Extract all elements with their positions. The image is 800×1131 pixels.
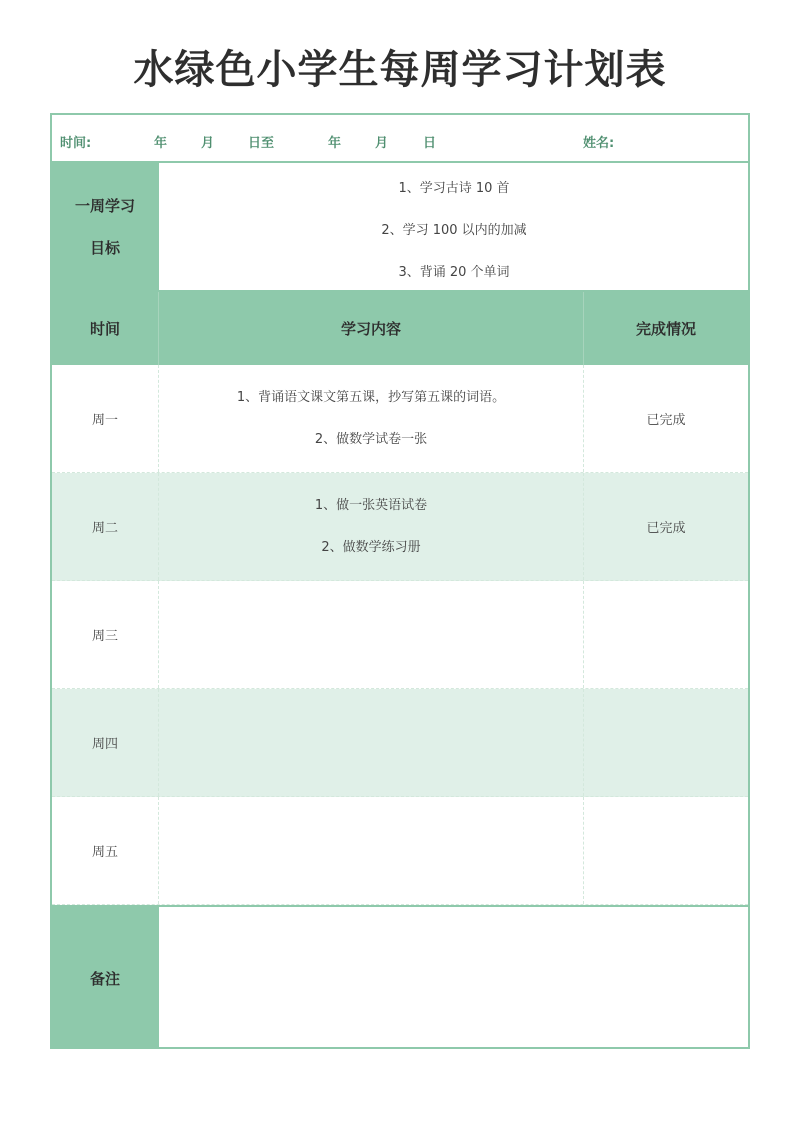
goal-item: 1、学习古诗 10 首	[398, 181, 510, 196]
table-row	[52, 473, 748, 581]
content-cell[interactable]	[158, 797, 583, 904]
weekly-goal-label-line1: 一周学习	[74, 196, 135, 215]
content-line: 2、做数学练习册	[321, 539, 421, 555]
day-cell: 周三	[91, 629, 118, 644]
weekly-goal-label	[52, 163, 158, 290]
status-cell[interactable]: 已完成	[583, 365, 748, 472]
table-row	[52, 581, 748, 689]
year-label-end: 年	[328, 136, 342, 151]
day-cell: 周一	[91, 413, 118, 428]
content-cell[interactable]	[158, 581, 583, 688]
table-header	[52, 290, 748, 365]
month-label-end: 月	[375, 136, 389, 151]
weekly-goal-list	[158, 163, 748, 290]
status-cell[interactable]	[583, 797, 748, 904]
plan-sheet	[50, 113, 750, 1049]
month-label-start: 月	[201, 136, 215, 151]
column-header-content: 学习内容	[158, 292, 583, 365]
table-row	[52, 689, 748, 797]
name-label: 姓名:	[583, 136, 615, 151]
page-title: 水绿色小学生每周学习计划表	[133, 47, 667, 93]
day-label-end: 日	[423, 136, 437, 151]
notes-section	[52, 905, 748, 1047]
day-cell: 周四	[91, 737, 118, 752]
notes-area[interactable]	[158, 907, 748, 1049]
goal-item: 3、背诵 20 个单词	[398, 265, 510, 280]
content-line: 1、背诵语文课文第五课，抄写第五课的词语。	[236, 389, 506, 405]
year-label-start: 年	[154, 136, 168, 151]
content-cell[interactable]	[158, 689, 583, 796]
column-header-status: 完成情况	[583, 292, 748, 365]
table-row	[52, 797, 748, 905]
notes-label: 备注	[52, 907, 158, 1049]
day-to-label: 日至	[248, 136, 275, 151]
info-row	[52, 115, 748, 163]
status-cell[interactable]: 已完成	[583, 473, 748, 580]
goal-item: 2、学习 100 以内的加减	[381, 223, 527, 238]
table-row	[52, 365, 748, 473]
content-cell[interactable]	[158, 473, 583, 580]
content-line: 2、做数学试卷一张	[314, 431, 428, 447]
status-cell[interactable]	[583, 581, 748, 688]
content-line: 1、做一张英语试卷	[314, 497, 428, 513]
status-cell[interactable]	[583, 689, 748, 796]
weekly-goal-label-line2: 目标	[89, 238, 120, 257]
day-cell: 周五	[91, 845, 118, 860]
day-cell: 周二	[91, 521, 118, 536]
time-label: 时间:	[60, 136, 92, 151]
content-cell[interactable]	[158, 365, 583, 472]
column-header-time: 时间	[89, 320, 120, 338]
